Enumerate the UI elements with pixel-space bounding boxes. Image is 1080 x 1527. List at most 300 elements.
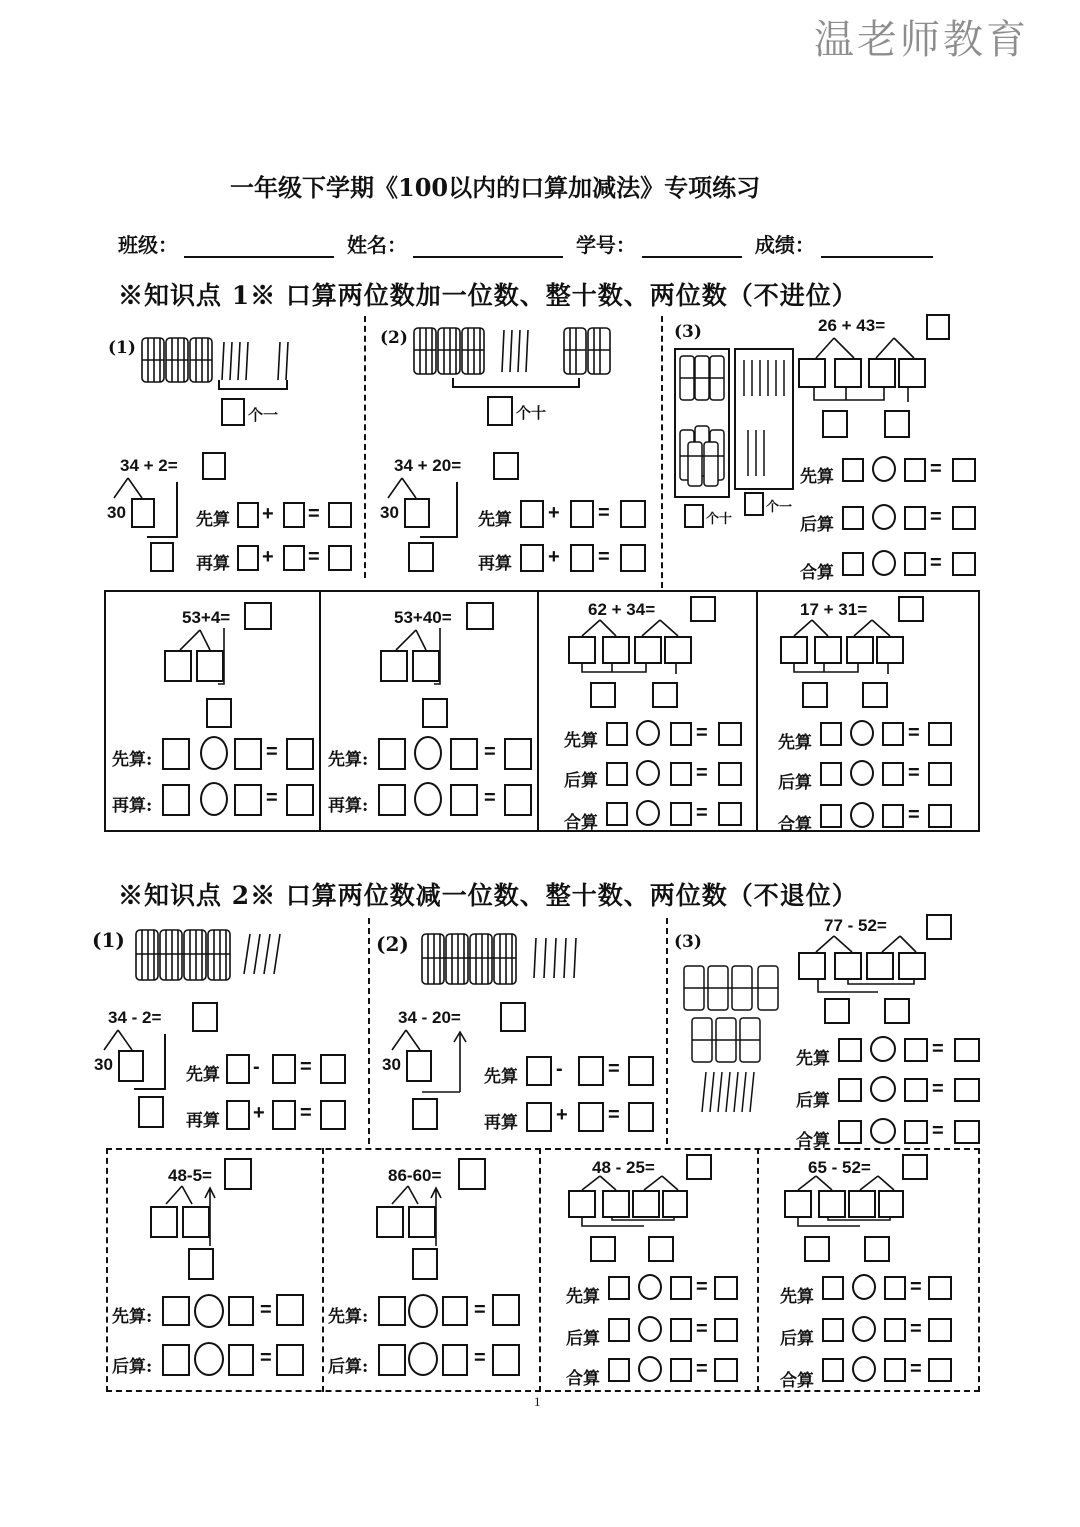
step2-label: 后算 (566, 1329, 600, 1349)
equals-sign: = (932, 1038, 944, 1060)
equals-sign: = (696, 1276, 708, 1298)
answer-box[interactable] (714, 1276, 738, 1300)
problem-number: (3) (674, 932, 702, 952)
answer-box[interactable] (864, 1236, 890, 1262)
answer-box[interactable] (286, 784, 314, 816)
answer-box[interactable] (928, 1318, 952, 1342)
split-box[interactable] (404, 498, 430, 528)
answer-box[interactable] (684, 504, 704, 528)
answer-box[interactable] (884, 410, 910, 438)
digit-box[interactable] (798, 358, 826, 388)
answer-box[interactable] (422, 698, 448, 728)
equals-sign: = (300, 1102, 312, 1124)
answer-box[interactable] (884, 998, 910, 1024)
answer-box[interactable] (520, 500, 544, 528)
connector-line (134, 1088, 166, 1090)
equals-sign: = (474, 1347, 486, 1369)
digit-box[interactable] (664, 636, 692, 664)
step1-label: 先算: (112, 1307, 153, 1327)
answer-box[interactable] (202, 452, 226, 480)
answer-box[interactable] (228, 1296, 254, 1326)
answer-box[interactable] (492, 1344, 520, 1376)
step3-label: 合算 (780, 1371, 814, 1391)
answer-box[interactable] (744, 492, 764, 516)
answer-box[interactable] (276, 1344, 304, 1376)
stick-bundle-icon (140, 330, 300, 390)
operator: + (262, 503, 274, 525)
answer-box[interactable] (378, 784, 406, 816)
answer-box[interactable] (320, 1100, 346, 1130)
answer-box[interactable] (504, 738, 532, 770)
answer-box[interactable] (882, 804, 904, 828)
step2-label: 再算 (186, 1111, 220, 1131)
answer-box[interactable] (928, 1358, 952, 1382)
answer-box[interactable] (226, 1054, 250, 1084)
operator-circle[interactable] (408, 1342, 438, 1376)
answer-box[interactable] (838, 1078, 862, 1102)
answer-box[interactable] (590, 1236, 616, 1262)
answer-box[interactable] (244, 602, 272, 630)
student-info-row (118, 229, 939, 258)
operator-circle[interactable] (872, 456, 896, 482)
digit-box[interactable] (784, 1190, 812, 1218)
answer-box[interactable] (192, 1002, 218, 1032)
digit-box[interactable] (814, 636, 842, 664)
step2-label: 后算 (780, 1329, 814, 1349)
answer-box[interactable] (952, 506, 976, 530)
answer-box[interactable] (954, 1038, 980, 1062)
answer-box[interactable] (412, 1248, 438, 1280)
answer-box[interactable] (714, 1358, 738, 1382)
name-label: 姓名： (346, 233, 407, 257)
answer-box[interactable] (822, 410, 848, 438)
digit-box[interactable] (602, 636, 630, 664)
answer-box[interactable] (570, 544, 594, 572)
answer-box[interactable] (838, 1120, 862, 1144)
answer-box[interactable] (904, 1078, 928, 1102)
divider (539, 1148, 541, 1392)
digit-box[interactable] (898, 358, 926, 388)
stick-bundle-icon (420, 928, 580, 990)
connector-line (176, 482, 178, 538)
answer-box[interactable] (820, 804, 842, 828)
digit-box[interactable] (632, 1190, 660, 1218)
answer-box[interactable] (412, 1098, 438, 1130)
answer-box[interactable] (221, 398, 245, 426)
operator-circle[interactable] (852, 1356, 876, 1382)
answer-box[interactable] (952, 552, 976, 576)
digit-box[interactable] (898, 952, 926, 980)
equation: 65 - 52= (808, 1158, 871, 1177)
split-box[interactable] (196, 650, 224, 682)
answer-box[interactable] (228, 1344, 254, 1376)
answer-box[interactable] (952, 458, 976, 482)
answer-box[interactable] (652, 682, 678, 708)
operator: + (548, 546, 560, 568)
answer-box[interactable] (718, 762, 742, 786)
digit-box[interactable] (634, 636, 662, 664)
answer-box[interactable] (670, 1318, 692, 1342)
answer-box[interactable] (578, 1056, 604, 1086)
step1-label: 先算: (112, 750, 153, 770)
answer-box[interactable] (822, 1276, 844, 1300)
equals-sign: = (474, 1299, 486, 1321)
answer-box[interactable] (328, 502, 352, 528)
equals-sign: = (910, 1358, 922, 1380)
answer-box[interactable] (670, 1276, 692, 1300)
answer-box[interactable] (606, 802, 628, 826)
answer-box[interactable] (842, 458, 864, 482)
step1-label: 先算 (800, 467, 834, 487)
step2-label: 后算 (564, 771, 598, 791)
equals-sign: = (308, 503, 320, 525)
answer-box[interactable] (820, 762, 842, 786)
answer-box[interactable] (328, 545, 352, 571)
answer-box[interactable] (928, 722, 952, 746)
digit-box[interactable] (866, 952, 894, 980)
equation: 48-5= (168, 1166, 212, 1185)
step1-label: 先算 (796, 1049, 830, 1069)
answer-box[interactable] (606, 722, 628, 746)
step2-label: 再算 (484, 1113, 518, 1133)
split-box[interactable] (412, 650, 440, 682)
operator-circle[interactable] (200, 736, 228, 770)
answer-box[interactable] (606, 762, 628, 786)
problem-number: (2) (376, 932, 409, 956)
answer-box[interactable] (820, 722, 842, 746)
answer-box[interactable] (718, 722, 742, 746)
operator: + (548, 502, 560, 524)
answer-box[interactable] (450, 738, 478, 770)
answer-box[interactable] (442, 1344, 468, 1376)
split-box[interactable] (118, 1050, 144, 1082)
bracket-line (218, 380, 220, 390)
page-title: 一年级下学期《100以内的口算加减法》专项练习 (230, 173, 761, 202)
equals-sign: = (910, 1318, 922, 1340)
equals-sign: = (484, 741, 496, 763)
answer-box[interactable] (670, 1358, 692, 1382)
score-field[interactable] (821, 236, 933, 258)
answer-box[interactable] (904, 1120, 928, 1144)
equals-sign: = (932, 1120, 944, 1142)
answer-box[interactable] (862, 682, 888, 708)
operator-circle[interactable] (872, 504, 896, 530)
operator-circle[interactable] (852, 1274, 876, 1300)
step2-label: 再算: (112, 796, 153, 816)
answer-box[interactable] (466, 602, 494, 630)
equals-sign: = (598, 502, 610, 524)
operator-circle[interactable] (200, 782, 228, 816)
answer-box[interactable] (320, 1054, 346, 1084)
equation: 34 - 2= (108, 1008, 162, 1027)
answer-box[interactable] (408, 542, 434, 572)
answer-box[interactable] (206, 698, 232, 728)
operator-circle[interactable] (408, 1294, 438, 1328)
operator-circle[interactable] (872, 550, 896, 576)
answer-box[interactable] (954, 1078, 980, 1102)
answer-box[interactable] (670, 762, 692, 786)
answer-box[interactable] (526, 1102, 552, 1132)
answer-box[interactable] (882, 722, 904, 746)
answer-box[interactable] (608, 1358, 630, 1382)
answer-box[interactable] (526, 1056, 552, 1086)
operator: + (262, 546, 274, 568)
operator-circle[interactable] (870, 1076, 896, 1102)
answer-box[interactable] (138, 1096, 164, 1128)
unit-label: 个一 (766, 500, 793, 515)
split-number: 30 (94, 1055, 113, 1074)
answer-box[interactable] (608, 1318, 630, 1342)
divider (537, 590, 539, 832)
unit-label: 个一 (248, 406, 279, 424)
answer-box[interactable] (570, 500, 594, 528)
split-box[interactable] (131, 498, 155, 528)
operator-circle[interactable] (850, 720, 874, 746)
answer-box[interactable] (224, 1158, 252, 1190)
answer-box[interactable] (620, 500, 646, 528)
answer-box[interactable] (670, 722, 692, 746)
step1-label: 先算 (564, 731, 598, 751)
operator-circle[interactable] (636, 760, 660, 786)
equals-sign: = (608, 1058, 620, 1080)
digit-box[interactable] (602, 1190, 630, 1218)
name-field[interactable] (413, 236, 563, 258)
operator-circle[interactable] (414, 782, 442, 816)
operator-circle[interactable] (852, 1316, 876, 1342)
answer-box[interactable] (804, 1236, 830, 1262)
digit-box[interactable] (878, 1190, 904, 1218)
divider (666, 918, 668, 1144)
equation: 34 - 20= (398, 1008, 461, 1027)
number-field[interactable] (642, 236, 742, 258)
answer-box[interactable] (286, 738, 314, 770)
operator-circle[interactable] (636, 720, 660, 746)
answer-box[interactable] (492, 1294, 520, 1326)
answer-box[interactable] (904, 458, 926, 482)
equation: 62 + 34= (588, 600, 656, 619)
equation: 34 + 20= (394, 456, 462, 475)
equals-sign: = (696, 1358, 708, 1380)
operator-circle[interactable] (850, 760, 874, 786)
knowledge-point-1-heading: ※知识点 1※ 口算两位数加一位数、整十数、两位数（不进位） (118, 281, 858, 310)
operator-circle[interactable] (638, 1274, 662, 1300)
divider (364, 316, 366, 578)
split-box[interactable] (164, 650, 192, 682)
equals-sign: = (930, 458, 942, 480)
class-field[interactable] (184, 236, 334, 258)
operator-circle[interactable] (636, 800, 660, 826)
digit-box[interactable] (568, 636, 596, 664)
answer-box[interactable] (272, 1054, 296, 1084)
step1-label: 先算: (328, 750, 369, 770)
operator-circle[interactable] (870, 1118, 896, 1144)
answer-box[interactable] (378, 1344, 406, 1376)
digit-box[interactable] (876, 636, 904, 664)
answer-box[interactable] (928, 1276, 952, 1300)
digit-box[interactable] (848, 1190, 876, 1218)
digit-box[interactable] (846, 636, 874, 664)
answer-box[interactable] (276, 1294, 304, 1326)
equals-sign: = (696, 1318, 708, 1340)
answer-box[interactable] (802, 682, 828, 708)
class-label: 班级： (118, 233, 178, 257)
operator-circle[interactable] (638, 1316, 662, 1342)
equals-sign: = (696, 762, 708, 784)
answer-box[interactable] (904, 552, 926, 576)
operator-circle[interactable] (194, 1294, 224, 1328)
operator-circle[interactable] (850, 802, 874, 828)
answer-box[interactable] (882, 762, 904, 786)
answer-box[interactable] (884, 1318, 906, 1342)
step3-label: 合算 (800, 563, 834, 583)
digit-box[interactable] (662, 1190, 688, 1218)
answer-box[interactable] (954, 1120, 980, 1144)
digit-box[interactable] (568, 1190, 596, 1218)
answer-box[interactable] (162, 784, 190, 816)
operator: - (556, 1058, 563, 1080)
answer-box[interactable] (838, 1038, 862, 1062)
equals-sign: = (696, 722, 708, 744)
equals-sign: = (260, 1347, 272, 1369)
equals-sign: = (598, 546, 610, 568)
split-box[interactable] (380, 650, 408, 682)
operator: + (556, 1104, 568, 1126)
answer-box[interactable] (718, 802, 742, 826)
answer-box[interactable] (884, 1276, 906, 1300)
answer-box[interactable] (442, 1296, 468, 1326)
answer-box[interactable] (628, 1102, 654, 1132)
equation: 17 + 31= (800, 600, 868, 619)
bracket-line (452, 386, 580, 388)
operator: - (253, 1056, 260, 1078)
stick-bundle-icon (682, 962, 792, 1122)
divider (319, 590, 321, 832)
answer-box[interactable] (824, 998, 850, 1024)
digit-box[interactable] (798, 952, 826, 980)
answer-box[interactable] (500, 1002, 526, 1032)
equals-sign: = (266, 741, 278, 763)
split-number: 30 (107, 503, 126, 522)
answer-box[interactable] (493, 452, 519, 480)
bracket-line (218, 388, 288, 390)
step3-label: 合算 (796, 1131, 830, 1151)
split-box[interactable] (182, 1206, 210, 1238)
step2-label: 后算: (328, 1357, 369, 1377)
answer-box[interactable] (822, 1318, 844, 1342)
watermark: 温老师教育 (814, 17, 1029, 63)
step2-label: 后算 (778, 773, 812, 793)
knowledge-point-2-heading: ※知识点 2※ 口算两位数减一位数、整十数、两位数（不退位） (118, 881, 858, 910)
answer-box[interactable] (458, 1158, 486, 1190)
answer-box[interactable] (884, 1358, 906, 1382)
answer-box[interactable] (578, 1102, 604, 1132)
bracket-line (578, 378, 580, 388)
operator-circle[interactable] (870, 1036, 896, 1062)
answer-box[interactable] (162, 738, 190, 770)
equals-sign: = (308, 546, 320, 568)
answer-box[interactable] (450, 784, 478, 816)
answer-box[interactable] (234, 784, 262, 816)
step2-label: 后算 (796, 1091, 830, 1111)
answer-box[interactable] (648, 1236, 674, 1262)
answer-box[interactable] (487, 396, 513, 426)
unit-label: 个十 (516, 404, 547, 422)
step1-label: 先算 (566, 1287, 600, 1307)
answer-box[interactable] (162, 1344, 190, 1376)
answer-box[interactable] (842, 506, 864, 530)
divider (756, 590, 758, 832)
answer-box[interactable] (842, 552, 864, 576)
answer-box[interactable] (188, 1248, 214, 1280)
connector-line (147, 536, 178, 538)
answer-box[interactable] (237, 502, 259, 528)
digit-box[interactable] (818, 1190, 846, 1218)
answer-box[interactable] (608, 1276, 630, 1300)
answer-box[interactable] (904, 1038, 928, 1062)
answer-box[interactable] (283, 545, 305, 571)
answer-box[interactable] (670, 802, 692, 826)
answer-box[interactable] (162, 1296, 190, 1326)
answer-box[interactable] (504, 784, 532, 816)
split-number: 30 (380, 503, 399, 522)
connector-line (420, 536, 458, 538)
answer-box[interactable] (628, 1056, 654, 1086)
operator-circle[interactable] (638, 1356, 662, 1382)
equals-sign: = (908, 722, 920, 744)
answer-box[interactable] (150, 542, 174, 572)
divider (322, 1148, 324, 1392)
answer-box[interactable] (904, 506, 926, 530)
answer-box[interactable] (226, 1100, 250, 1130)
operator-circle[interactable] (194, 1342, 224, 1376)
step3-label: 合算 (566, 1369, 600, 1389)
answer-box[interactable] (234, 738, 262, 770)
answer-box[interactable] (620, 544, 646, 572)
answer-box[interactable] (283, 502, 305, 528)
answer-box[interactable] (378, 738, 406, 770)
answer-box[interactable] (928, 804, 952, 828)
split-box[interactable] (408, 1206, 436, 1238)
answer-box[interactable] (822, 1358, 844, 1382)
digit-box[interactable] (834, 358, 862, 388)
split-box[interactable] (376, 1206, 404, 1238)
operator-circle[interactable] (414, 736, 442, 770)
answer-box[interactable] (237, 545, 259, 571)
equation: 77 - 52= (824, 916, 887, 935)
answer-box[interactable] (928, 762, 952, 786)
step1-label: 先算 (778, 733, 812, 753)
step1-label: 先算: (328, 1307, 369, 1327)
arrow-connector (418, 1028, 478, 1098)
step1-label: 先算 (196, 510, 230, 530)
equals-sign: = (930, 552, 942, 574)
answer-box[interactable] (272, 1100, 296, 1130)
step2-label: 后算 (800, 515, 834, 535)
split-box[interactable] (150, 1206, 178, 1238)
equals-sign: = (932, 1078, 944, 1100)
answer-box[interactable] (714, 1318, 738, 1342)
stick-bundle-icon (412, 322, 622, 382)
equals-sign: = (930, 506, 942, 528)
digit-box[interactable] (780, 636, 808, 664)
answer-box[interactable] (520, 544, 544, 572)
answer-box[interactable] (590, 682, 616, 708)
page-number: 1 (534, 1394, 541, 1409)
digit-box[interactable] (868, 358, 896, 388)
digit-box[interactable] (834, 952, 862, 980)
equals-sign: = (696, 802, 708, 824)
answer-box[interactable] (378, 1296, 406, 1326)
